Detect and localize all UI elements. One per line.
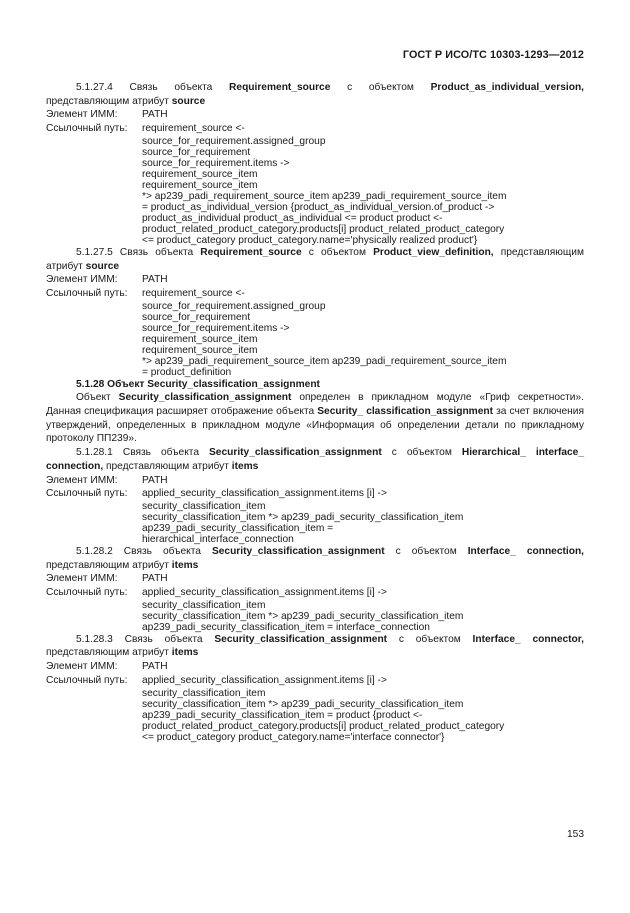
section-5-1-28-paragraph: Объект Security_classification_assignment определен в прикладном модуле «Гриф секретности». Данная спецификация расширяет отображение объекта Security_ classification_assignment за счет включения утверждений, определенных в прикладном модуле «Информация об определении детали по прикладному протоколу ПП239».: [46, 392, 584, 445]
ref-path-line: requirement_source_item: [142, 333, 258, 345]
ref-path-line: security_classification_item *> ap239_padi_security_classification_item: [142, 610, 464, 622]
ref-path-line: security_classification_item: [142, 687, 266, 699]
section-5-1-27-4-title: 5.1.27.4 Связь объекта Requirement_source с объектом Product_as_individual_version, представляющим атрибут source: [46, 82, 584, 107]
ref-path-line: = product_definition: [142, 366, 232, 378]
ref-path-line: product_related_product_category.products[i] product_related_product_category: [142, 720, 505, 732]
ref-path-line: *> ap239_padi_requirement_source_item ap239_padi_requirement_source_item: [142, 355, 507, 367]
ref-path-line: ap239_padi_security_classification_item =: [142, 522, 334, 534]
ref-path-line: security_classification_item: [142, 500, 266, 512]
element-row: Элемент ИММ: PATH: [46, 274, 168, 286]
ref-path-line: source_for_requirement.items ->: [142, 322, 290, 334]
ref-path-line: = product_as_individual_version {product_as_individual_version.of_product ->: [142, 201, 495, 213]
ref-path-line: hierarchical_interface_connection: [142, 533, 294, 545]
section-5-1-28-heading: 5.1.28 Объект Security_classification_assignment: [76, 378, 320, 390]
ref-path-line: *> ap239_padi_requirement_source_item ap239_padi_requirement_source_item: [142, 190, 507, 202]
section-5-1-28-3-title: 5.1.28.3 Связь объекта Security_classification_assignment с объектом Interface_ connector, представляющим атрибут items: [46, 633, 584, 659]
ref-path-line: source_for_requirement.items ->: [142, 157, 290, 169]
ref-path-row: Ссылочный путь: applied_security_classification_assignment.items [i] ->: [46, 674, 387, 686]
ref-path-row: Ссылочный путь: requirement_source <-: [46, 287, 245, 299]
ref-path-line: source_for_requirement: [142, 146, 251, 158]
ref-path-line: ap239_padi_security_classification_item = product {product <-: [142, 709, 423, 721]
ref-path-line: <= product_category product_category.name='physically realized product'}: [142, 234, 478, 246]
ref-path-line: source_for_requirement.assigned_group: [142, 300, 326, 312]
ref-path-line: product_related_product_category.products[i] product_related_product_category: [142, 223, 505, 235]
ref-path-line: <= product_category product_category.name='interface connector'}: [142, 731, 445, 743]
ref-path-line: source_for_requirement: [142, 311, 251, 323]
ref-path-line: security_classification_item *> ap239_padi_security_classification_item: [142, 511, 464, 523]
ref-path-line: requirement_source_item: [142, 179, 258, 191]
ref-path-line: requirement_source_item: [142, 168, 258, 180]
ref-path-line: source_for_requirement.assigned_group: [142, 135, 326, 147]
element-row: Элемент ИММ: PATH: [46, 661, 168, 673]
document-header: ГОСТ Р ИСО/ТС 10303-1293—2012: [402, 49, 584, 61]
page-body: [46, 81, 584, 743]
ref-path-row: Ссылочный путь: requirement_source <-: [46, 123, 245, 135]
element-row: Элемент ИММ: PATH: [46, 573, 168, 585]
ref-path-line: security_classification_item *> ap239_padi_security_classification_item: [142, 698, 464, 710]
element-row: Элемент ИММ: PATH: [46, 474, 168, 486]
ref-path-line: product_as_individual product_as_individual <= product product <-: [142, 212, 443, 224]
ref-path-line: ap239_padi_security_classification_item = interface_connection: [142, 621, 430, 633]
section-5-1-27-5-title: 5.1.27.5 Связь объекта Requirement_source с объектом Product_view_definition, представляющим атрибут source: [46, 246, 584, 272]
section-5-1-28-1-title: 5.1.28.1 Связь объекта Security_classification_assignment с объектом Hierarchical_ interface_ connection, представляющим атрибут items: [46, 447, 585, 472]
ref-path-line: requirement_source_item: [142, 344, 258, 356]
page-number: 153: [567, 829, 584, 840]
ref-path-line: security_classification_item: [142, 599, 266, 611]
ref-path-row: Ссылочный путь: applied_security_classification_assignment.items [i] ->: [46, 488, 387, 500]
element-row: Элемент ИММ: PATH: [46, 109, 168, 121]
section-5-1-28-2-title: 5.1.28.2 Связь объекта Security_classification_assignment с объектом Interface_ connection, представляющим атрибут items: [46, 545, 584, 571]
ref-path-row: Ссылочный путь: applied_security_classification_assignment.items [i] ->: [46, 587, 387, 599]
